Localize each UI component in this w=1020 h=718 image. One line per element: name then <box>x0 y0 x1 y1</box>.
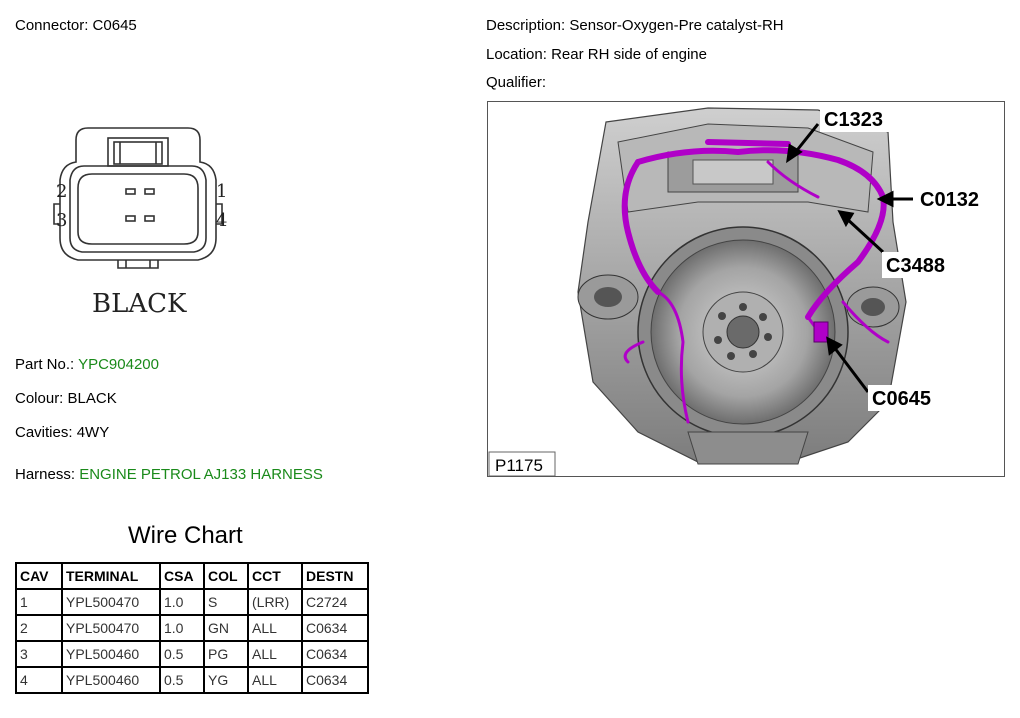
cell-cct: ALL <box>248 615 302 641</box>
colour-value: BLACK <box>67 390 117 407</box>
cell-cav: 1 <box>16 589 62 615</box>
engine-location-image <box>487 101 1005 477</box>
cell-destn: C0634 <box>302 615 368 641</box>
cell-destn: C0634 <box>302 641 368 667</box>
table-row <box>16 615 368 641</box>
cell-col: GN <box>204 615 248 641</box>
pin-3-label: 3 <box>56 210 68 231</box>
pin-2-label: 2 <box>56 181 68 202</box>
col-cct: CCT <box>248 563 302 589</box>
cell-cav: 3 <box>16 641 62 667</box>
col-destn: DESTN <box>302 563 368 589</box>
location-line <box>486 46 707 63</box>
cavities-label: Cavities: <box>15 424 73 441</box>
cell-cav: 4 <box>16 667 62 693</box>
location-value: Rear RH side of engine <box>551 46 707 63</box>
cell-csa: 0.5 <box>160 667 204 693</box>
table-row <box>16 589 368 615</box>
cell-terminal: YPL500470 <box>62 589 160 615</box>
engine-illustration <box>488 102 1004 476</box>
cell-csa: 1.0 <box>160 589 204 615</box>
wire-chart-title: Wire Chart <box>128 522 243 549</box>
qualifier-line <box>486 74 546 91</box>
callout-c0645: C0645 <box>872 388 931 410</box>
wire-chart-header-row <box>16 563 368 589</box>
table-row <box>16 667 368 693</box>
cell-terminal: YPL500460 <box>62 641 160 667</box>
connector-face-diagram <box>48 120 238 320</box>
connector-label: Connector: <box>15 17 89 34</box>
cell-cct: ALL <box>248 667 302 693</box>
harness-line <box>15 466 323 483</box>
part-number-line <box>15 356 159 373</box>
colour-line <box>15 390 117 407</box>
part-number-label: Part No.: <box>15 356 75 373</box>
cell-col: YG <box>204 667 248 693</box>
description-label: Description: <box>486 17 566 34</box>
cavities-line <box>15 424 109 441</box>
cell-col: S <box>204 589 248 615</box>
col-cav: CAV <box>16 563 62 589</box>
colour-label: Colour: <box>15 390 64 407</box>
cell-terminal: YPL500470 <box>62 615 160 641</box>
cell-cav: 2 <box>16 615 62 641</box>
col-col: COL <box>204 563 248 589</box>
cell-cct: (LRR) <box>248 589 302 615</box>
description-value: Sensor-Oxygen-Pre catalyst-RH <box>569 17 784 34</box>
qualifier-label: Qualifier: <box>486 74 547 91</box>
cell-terminal: YPL500460 <box>62 667 160 693</box>
cell-csa: 0.5 <box>160 641 204 667</box>
cell-csa: 1.0 <box>160 615 204 641</box>
cell-cct: ALL <box>248 641 302 667</box>
table-row <box>16 641 368 667</box>
figure-id: P1175 <box>495 456 543 475</box>
connector-color-text: BLACK <box>92 289 187 319</box>
col-csa: CSA <box>160 563 204 589</box>
wire-chart-table <box>15 562 369 694</box>
connector-id: C0645 <box>92 17 137 34</box>
pin-1-label: 1 <box>216 181 228 202</box>
part-number-link[interactable]: YPC904200 <box>78 356 159 373</box>
harness-link[interactable]: ENGINE PETROL AJ133 HARNESS <box>79 466 323 483</box>
connector-heading <box>15 17 137 34</box>
callout-c3488: C3488 <box>886 255 945 277</box>
col-terminal: TERMINAL <box>62 563 160 589</box>
pin-4-label: 4 <box>216 210 228 231</box>
callout-c1323: C1323 <box>824 109 883 131</box>
cell-destn: C0634 <box>302 667 368 693</box>
cavities-value: 4WY <box>76 424 110 441</box>
location-label: Location: <box>486 46 547 63</box>
callout-c0132: C0132 <box>920 189 979 211</box>
cell-col: PG <box>204 641 248 667</box>
description-line <box>486 17 784 34</box>
harness-label: Harness: <box>15 466 76 483</box>
cell-destn: C2724 <box>302 589 368 615</box>
